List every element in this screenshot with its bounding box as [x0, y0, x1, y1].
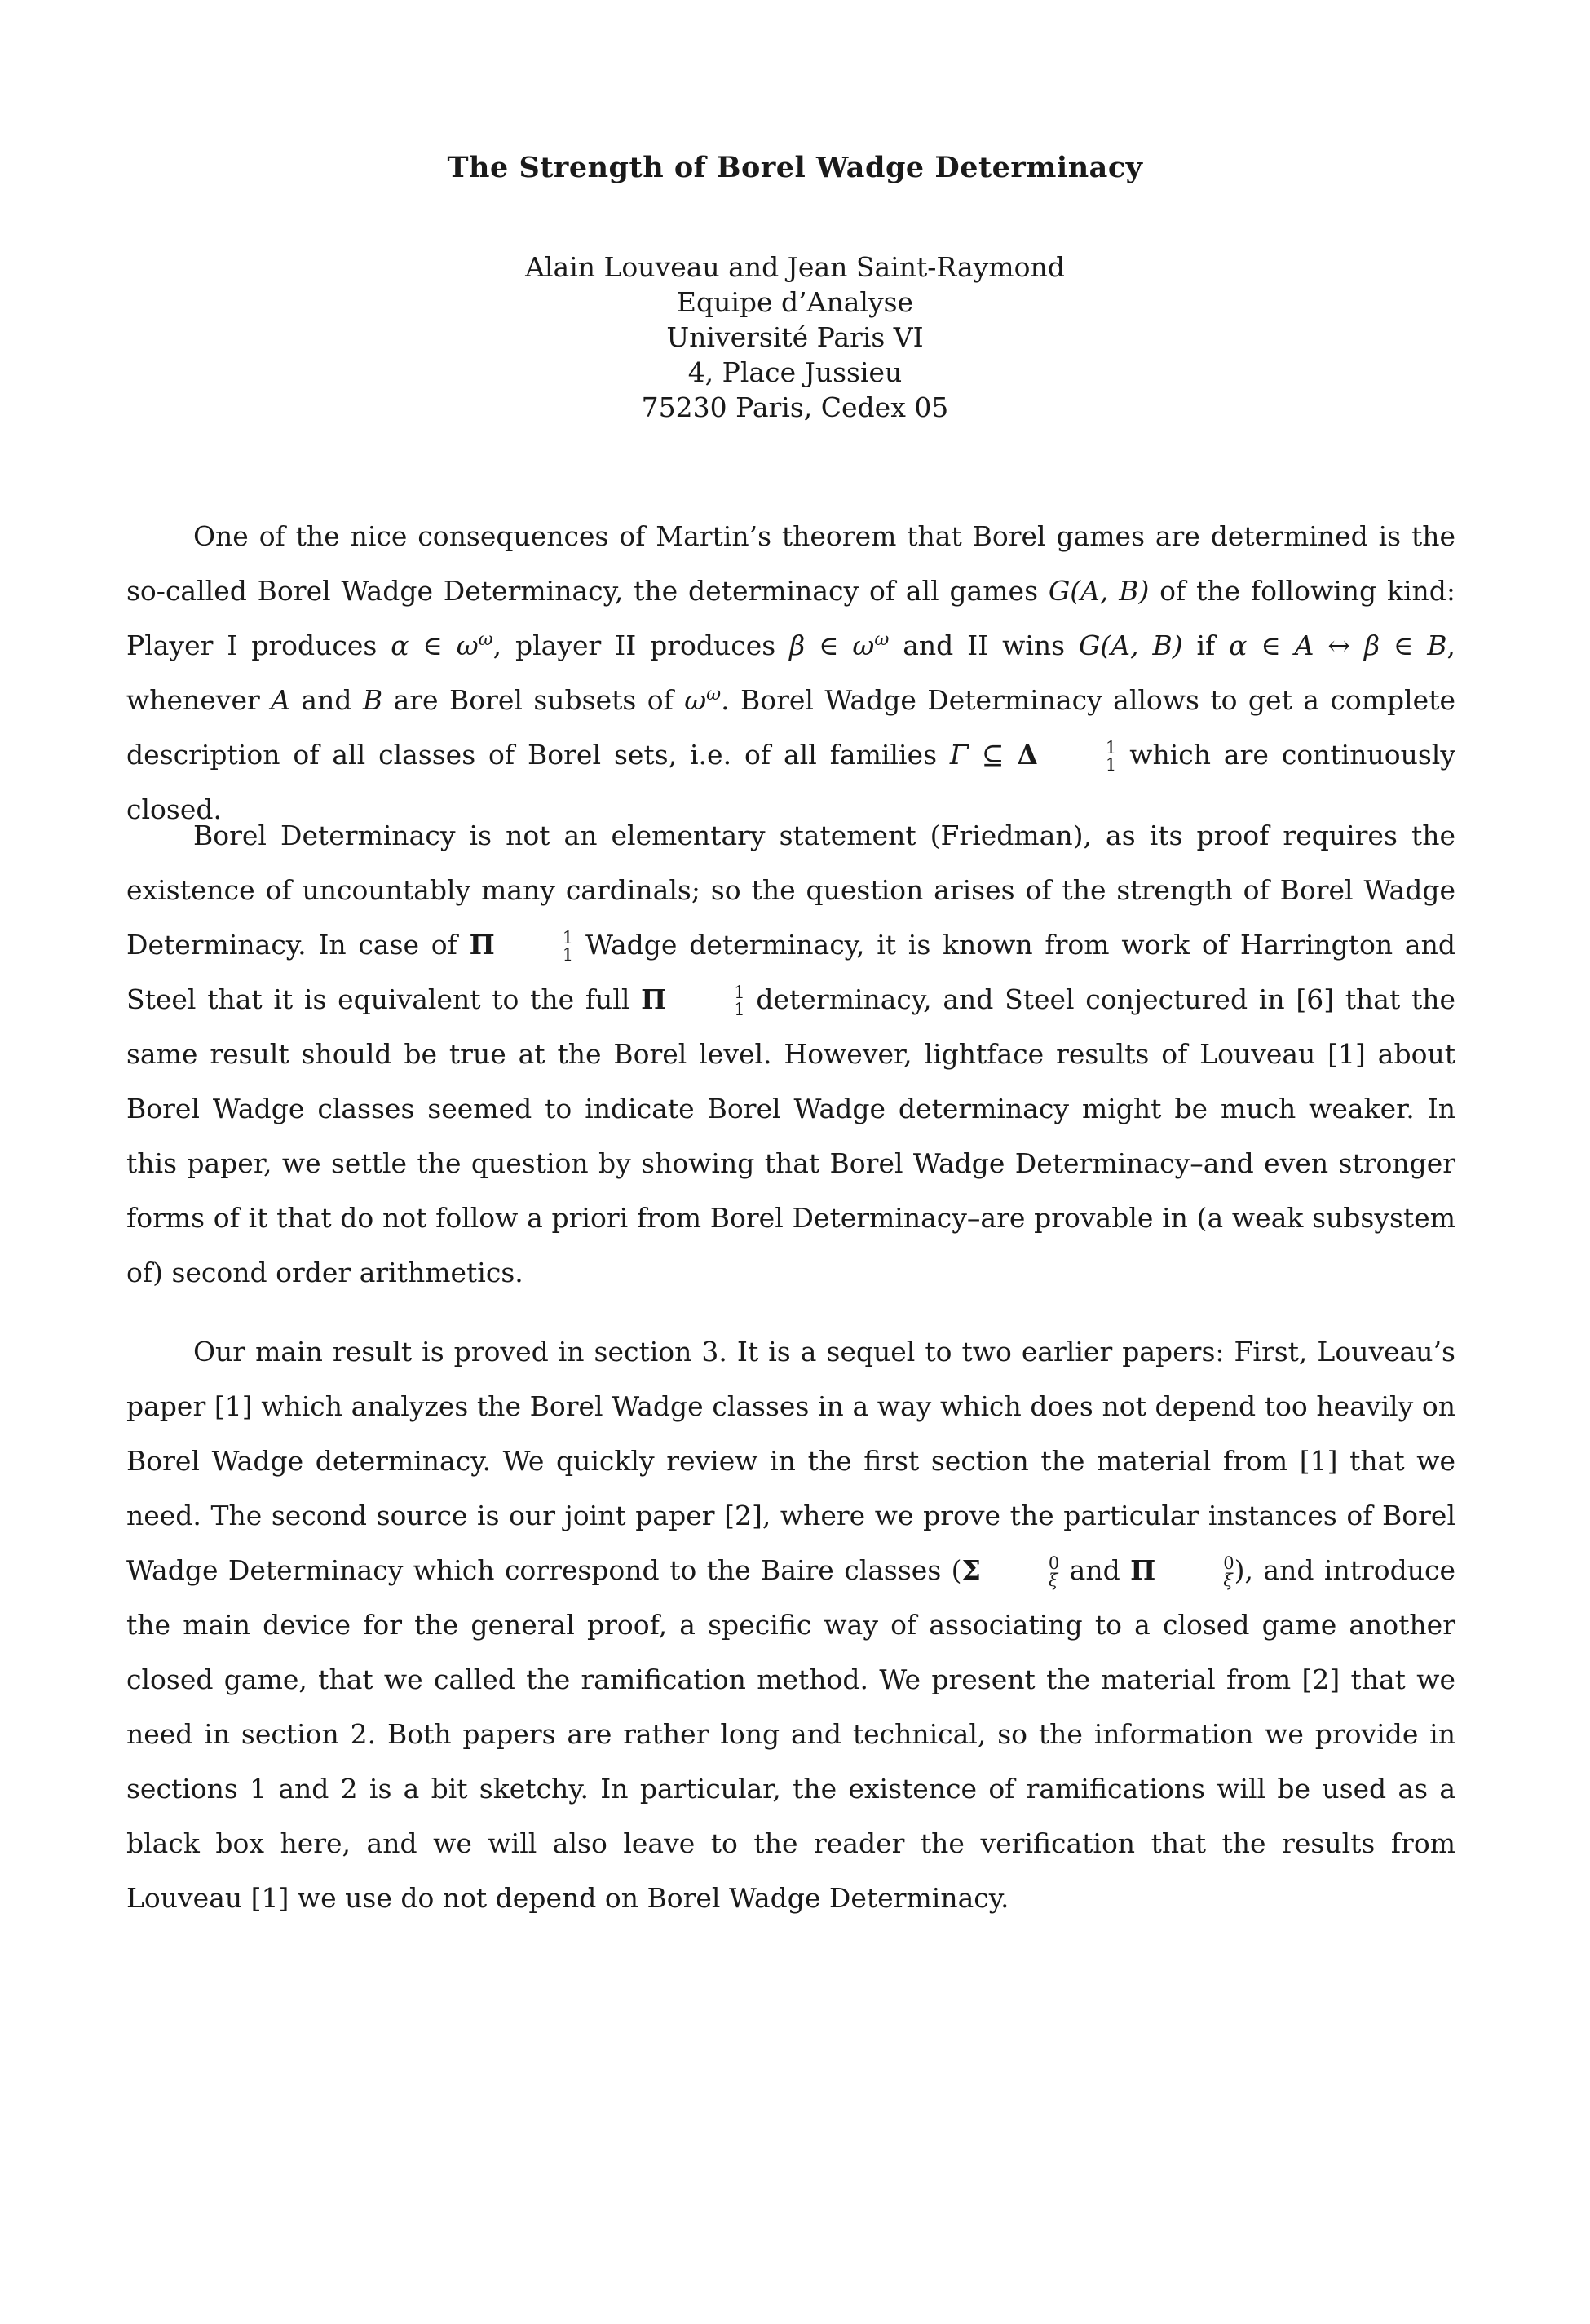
text-run: , whenever: [126, 630, 1456, 716]
math-pi: Π: [641, 983, 667, 1015]
math-gamma: Γ ⊆: [949, 739, 1018, 771]
paragraph-overview: [126, 1324, 1455, 1925]
author-names: Alain Louveau and Jean Saint-Raymond: [525, 251, 1065, 283]
math-sub: ξ: [1223, 1571, 1233, 1590]
math-sub: ξ: [1048, 1571, 1058, 1590]
math-sup-sub: [1039, 740, 1116, 774]
math-sup: 1: [734, 983, 745, 1002]
math-sub: 1: [562, 945, 574, 965]
math-sup: 0: [1223, 1553, 1234, 1573]
text-run: Borel Determinacy is not an elementary statement (Friedman), as its proof requires the existence of uncountably many cardinals; so the question arises of the strength of Borel Wadge Determinacy. In case of: [126, 820, 1455, 961]
text-run: One of the nice consequences of Martin’s theorem that Borel games are determined is the so-called Borel Wadge Determinacy, the determinacy of all games: [126, 520, 1455, 607]
author-block: [0, 250, 1590, 425]
math-sup: 0: [1048, 1553, 1060, 1573]
affiliation-line: 4, Place Jussieu: [687, 356, 903, 388]
math-sup: 1: [562, 928, 574, 948]
affiliation-line: 75230 Paris, Cedex 05: [641, 391, 949, 423]
paragraph-strength: [126, 808, 1455, 1300]
text-run: and II wins: [889, 630, 1079, 661]
math-superscript: ω: [706, 684, 722, 705]
text-run: if: [1182, 630, 1230, 661]
text-run: . Borel Wadge Determinacy allows to get a complete description of all classes of Borel sets, i.e. of all families: [126, 684, 1455, 771]
math-sup-sub: [496, 930, 573, 964]
affiliation-line: Equipe d’Analyse: [676, 286, 914, 318]
math-alpha: α ∈ ω: [391, 630, 479, 661]
math-game: G(A, B): [1048, 575, 1150, 607]
math-game: G(A, B): [1079, 630, 1183, 661]
math-sub: 1: [734, 1000, 745, 1019]
text-run: determinacy, and Steel conjectured in [6] that the same result should be true at the Borel level. However, lightface results of Louveau [1] about Borel Wadge classes seemed to indicate Borel Wadge determinacy might be much weaker. In this paper, we settle the question by showing that Borel Wadge Determinacy–and even stronger forms of it that do not follow a priori from Borel Determinacy–are provable in (a weak subsystem of) second order arithmetics.: [126, 983, 1455, 1288]
text-run: , player II produces: [492, 630, 790, 661]
math-sup-sub: [1156, 1555, 1234, 1589]
text-run: Our main result is proved in section 3. It is a sequel to two earlier papers: First, Louveau’s paper [1] which analyzes the Borel Wadge classes in a way which does not depend too heavily on Borel Wadge determinacy. We quickly review in the first section the material from [1] that we need. The second source is our joint paper [2], where we prove the particular instances of Borel Wadge Determinacy which correspond to the Baire classes (: [126, 1336, 1455, 1586]
math-sup-sub: [667, 984, 744, 1018]
affiliation-line: Université Paris VI: [666, 321, 924, 353]
text-run: and: [290, 684, 363, 716]
math-superscript: ω: [478, 630, 493, 650]
math-sigma: Σ: [961, 1554, 981, 1586]
math-sup-sub: [982, 1555, 1059, 1589]
math-omega: ω: [684, 684, 707, 716]
math-sup: 1: [1105, 738, 1117, 758]
text-run: which are continuously closed.: [126, 739, 1455, 825]
math-superscript: ω: [874, 630, 890, 650]
text-run: Wadge determinacy, it is known from work of Harrington and Steel that it is equivalent to the full: [126, 929, 1455, 1015]
paper-title: The Strength of Borel Wadge Determinacy: [447, 151, 1143, 184]
text-run: of the following kind: Player I produces: [126, 575, 1455, 661]
text-run: and: [1059, 1554, 1131, 1586]
paragraph-intro: [126, 509, 1455, 837]
math-condition: α ∈ A ↔ β ∈ B: [1229, 630, 1447, 661]
math-pi: Π: [1130, 1554, 1156, 1586]
text-run: ), and introduce the main device for the general proof, a specific way of associating to a closed game another closed game, that we called the ramification method. We present the material from [2] that we need in section 2. Both papers are rather long and technical, so the information we provide in sections 1 and 2 is a bit sketchy. In particular, the existence of ramifications will be used as a black box here, and we will also leave to the reader the verification that the results from Louveau [1] we use do not depend on Borel Wadge Determinacy.: [126, 1554, 1455, 1914]
math-beta: β ∈ ω: [789, 630, 875, 661]
math-set-b: B: [362, 684, 383, 716]
text-run: are Borel subsets of: [382, 684, 685, 716]
math-set-a: A: [271, 684, 291, 716]
math-sub: 1: [1105, 755, 1117, 775]
math-pi: Π: [469, 929, 495, 961]
math-delta: Δ: [1017, 739, 1038, 771]
